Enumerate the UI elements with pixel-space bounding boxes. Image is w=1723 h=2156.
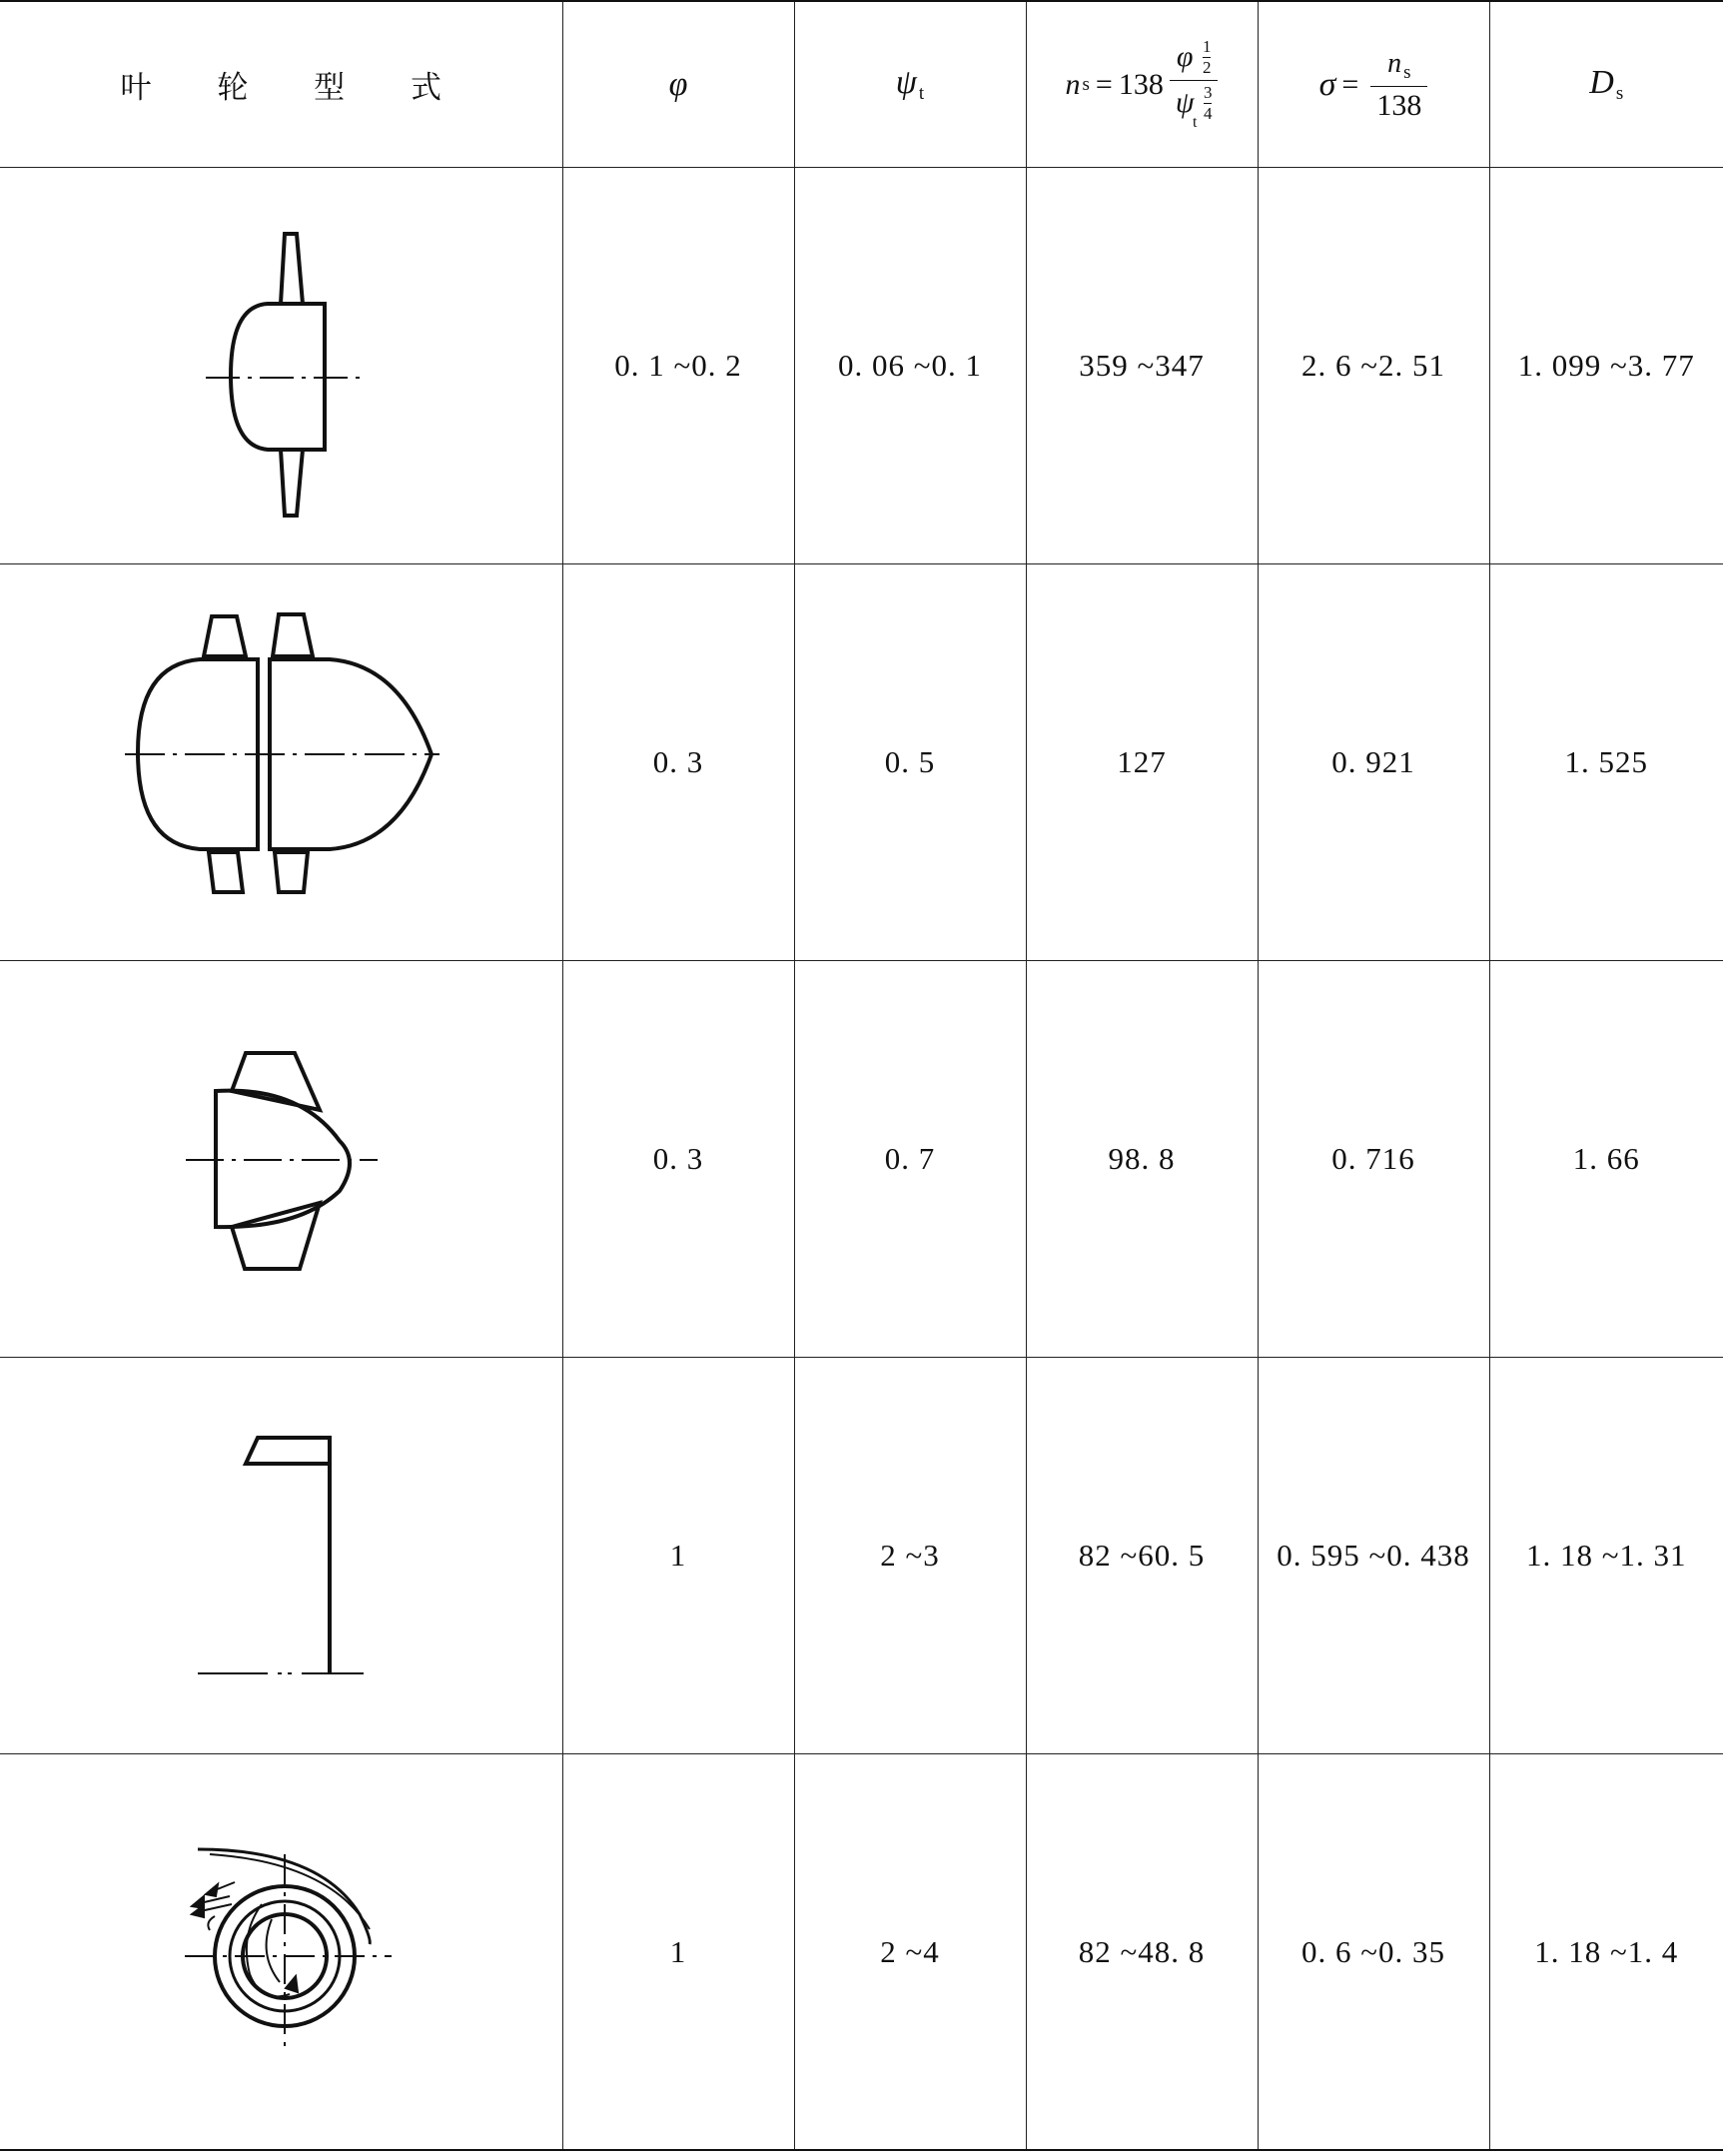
ns-lhs: n — [1065, 67, 1081, 101]
ns-num-exponent — [1203, 37, 1212, 78]
table-row — [0, 564, 1723, 961]
ns-value: 82 ~60. 5 — [1078, 1538, 1206, 1573]
phi-value: 0. 1 ~0. 2 — [614, 348, 742, 383]
ns-den-psi: ψ — [1175, 86, 1195, 119]
ns-fraction — [1170, 35, 1219, 134]
header-impeller-type — [0, 1, 562, 168]
sigma-cell — [1258, 961, 1489, 1358]
phi-cell — [562, 168, 794, 564]
ds-cell — [1489, 564, 1723, 961]
sigma-value: 2. 6 ~2. 51 — [1300, 348, 1446, 383]
ns-den-exp-n: 3 — [1203, 83, 1213, 102]
impeller-drawing-cell — [0, 1754, 562, 2151]
sigma-symbol: σ — [1318, 65, 1336, 103]
ns-const: 138 — [1118, 67, 1164, 101]
header-phi — [562, 1, 794, 168]
sigma-den: 138 — [1376, 89, 1422, 122]
ns-den-exponent — [1204, 83, 1213, 124]
header-psi — [794, 1, 1026, 168]
sigma-value: 0. 921 — [1331, 744, 1415, 779]
sigma-value: 0. 595 ~0. 438 — [1277, 1538, 1470, 1573]
ds-cell — [1489, 961, 1723, 1358]
psi-cell — [794, 1754, 1026, 2151]
centrifugal-impeller-drawing — [0, 1754, 562, 2149]
impeller-drawing-cell — [0, 1358, 562, 1754]
header-psi-sub: t — [918, 83, 925, 104]
psi-cell — [794, 564, 1026, 961]
impeller-drawing-cell — [0, 564, 562, 961]
ns-den-sub: t — [1192, 114, 1198, 131]
ds-value: 1. 525 — [1564, 744, 1648, 779]
ns-equals: = — [1095, 67, 1113, 101]
radial-blade-impeller-drawing — [0, 1358, 562, 1753]
header-sigma-formula — [1258, 1, 1489, 168]
ds-cell — [1489, 1754, 1723, 2151]
ds-cell — [1489, 1358, 1723, 1754]
sigma-value: 0. 6 ~0. 35 — [1300, 1933, 1446, 1969]
header-type-label: 叶 轮 型 式 — [120, 70, 470, 106]
ns-cell — [1026, 1358, 1258, 1754]
header-ds-sub: s — [1615, 83, 1624, 104]
ds-value: 1. 18 ~1. 4 — [1534, 1933, 1679, 1969]
table-row — [0, 168, 1723, 564]
axial-double-impeller-drawing — [0, 564, 562, 960]
sigma-cell — [1258, 168, 1489, 564]
ns-value: 127 — [1117, 744, 1167, 779]
psi-value: 2 ~4 — [880, 1933, 940, 1969]
ns-value: 359 ~347 — [1079, 348, 1205, 383]
sigma-equals: = — [1341, 67, 1359, 101]
sigma-cell — [1258, 1358, 1489, 1754]
mixed-flow-impeller-drawing — [0, 961, 562, 1357]
ns-cell — [1026, 168, 1258, 564]
sigma-cell — [1258, 564, 1489, 961]
ns-num-phi: φ — [1176, 40, 1194, 73]
impeller-drawing-cell — [0, 961, 562, 1358]
phi-value: 1 — [669, 1538, 687, 1573]
psi-value: 0. 7 — [884, 1141, 936, 1176]
phi-value: 0. 3 — [652, 744, 704, 779]
ds-value: 1. 099 ~3. 77 — [1517, 348, 1695, 383]
phi-cell — [562, 1754, 794, 2151]
ns-value: 82 ~48. 8 — [1078, 1933, 1206, 1969]
sigma-cell — [1258, 1754, 1489, 2151]
ns-cell — [1026, 961, 1258, 1358]
phi-value: 1 — [669, 1933, 687, 1969]
sigma-num-sub: s — [1403, 62, 1411, 83]
sigma-value: 0. 716 — [1331, 1141, 1415, 1176]
psi-value: 2 ~3 — [880, 1538, 940, 1573]
table-row — [0, 1358, 1723, 1754]
table-row — [0, 961, 1723, 1358]
ns-den-exp-d: 4 — [1203, 104, 1213, 123]
ns-num-exp-n: 1 — [1202, 37, 1212, 56]
ds-cell — [1489, 168, 1723, 564]
psi-value: 0. 06 ~0. 1 — [837, 348, 983, 383]
phi-cell — [562, 564, 794, 961]
header-row — [0, 1, 1723, 168]
header-phi-symbol: φ — [668, 65, 688, 103]
ds-value: 1. 66 — [1572, 1141, 1640, 1176]
psi-cell — [794, 961, 1026, 1358]
axial-single-hub-impeller-drawing — [0, 168, 562, 563]
sigma-fraction — [1370, 44, 1427, 125]
phi-cell — [562, 1358, 794, 1754]
header-ds — [1489, 1, 1723, 168]
ns-cell — [1026, 564, 1258, 961]
phi-cell — [562, 961, 794, 1358]
header-ds-symbol: D — [1589, 64, 1614, 101]
header-ns-formula — [1026, 1, 1258, 168]
impeller-drawing-cell — [0, 168, 562, 564]
ns-value: 98. 8 — [1108, 1141, 1176, 1176]
psi-cell — [794, 1358, 1026, 1754]
ns-cell — [1026, 1754, 1258, 2151]
psi-value: 0. 5 — [884, 744, 936, 779]
psi-cell — [794, 168, 1026, 564]
ns-num-exp-d: 2 — [1202, 58, 1212, 77]
ds-value: 1. 18 ~1. 31 — [1525, 1538, 1687, 1573]
ns-lhs-sub: s — [1082, 73, 1090, 95]
phi-value: 0. 3 — [652, 1141, 704, 1176]
header-psi-symbol: ψ — [895, 64, 917, 101]
table-row — [0, 1754, 1723, 2151]
sigma-num-n: n — [1387, 48, 1402, 79]
